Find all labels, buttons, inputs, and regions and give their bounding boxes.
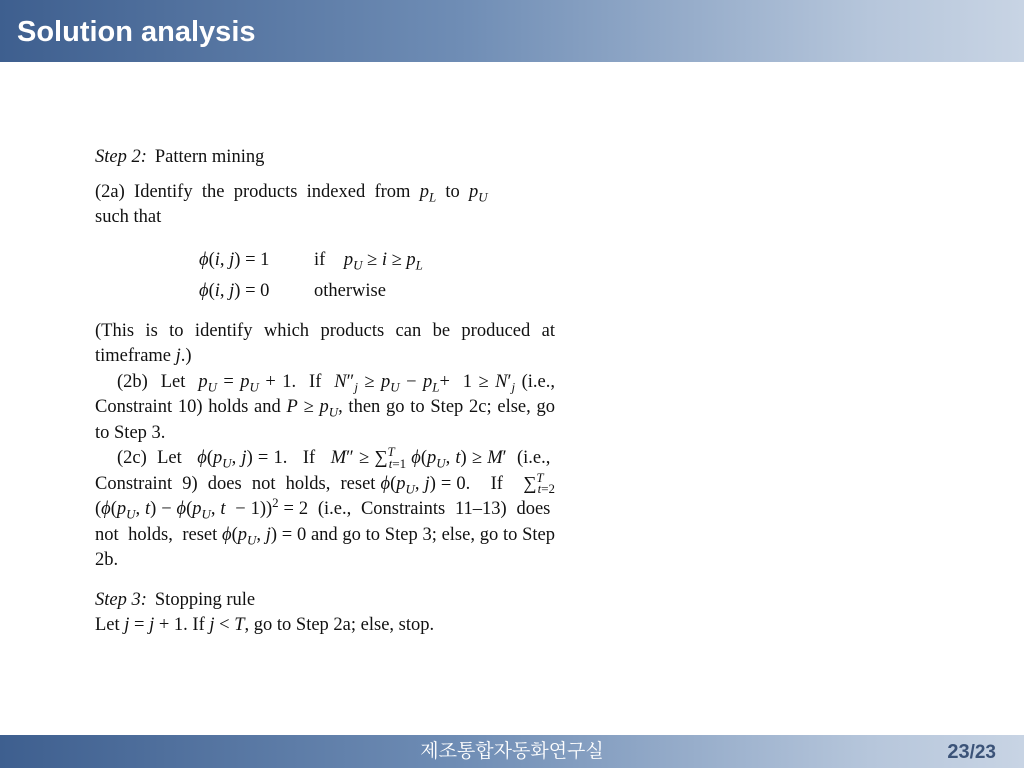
step2-title: Pattern mining bbox=[154, 147, 265, 167]
step3-label: Step 3: bbox=[95, 589, 147, 610]
title-bar bbox=[0, 0, 1024, 62]
page-number bbox=[947, 739, 996, 766]
equation-1: ϕ(i, j) = 1 if $p_U \ge i \ge p_L$ bbox=[199, 249, 423, 273]
slide-content bbox=[95, 145, 555, 639]
footer-org-text: 제조통합자동화연구실 bbox=[420, 740, 604, 762]
page-total: /23 bbox=[969, 742, 996, 763]
equation-2: ϕ(i, j) = 0 otherwise bbox=[199, 280, 386, 301]
step2-label: Step 2: bbox=[95, 147, 147, 167]
footer-bar bbox=[0, 735, 1024, 768]
step3-heading bbox=[95, 588, 555, 614]
slide-title: Solution analysis bbox=[17, 16, 256, 48]
step3-title: Stopping rule bbox=[154, 589, 256, 610]
para-2a: (2a) Identify the products indexed from $p_L$ to $p_U$ such that bbox=[95, 181, 488, 227]
para-step3: Let j = j + 1. If j < T, go to Step 2a; else, stop. bbox=[95, 615, 435, 635]
para-2b: (2b) Let $p_U = p_U + 1$. If $N''_j \ge p_U - p_L+ 1 \ge N'_j$ (i.e., Constraint 10) holds and $P \ge p_U$, then go to Step 2c; else, go to Step 3. bbox=[95, 371, 555, 443]
step2-heading bbox=[95, 145, 555, 171]
para-2c: (2c) Let $\phi(p_U$, j) = 1. If M″ ≥ ∑$^T_{t=1}$ $\phi(p_U$, t) ≥ M′ (i.e., Constraint 9) does not holds, reset $\phi(p_U$, j) = 0. If ∑$^T_{t=2}$ ($\phi(p_U$, $t) - \phi(p_U$, t − 1))$^2$ = 2 (i.e., Constraints 11–13) does not holds, reset $\phi(p_U$, j) = 0 and go to Step 3; else, go to Step 2b. bbox=[95, 443, 556, 570]
equation-block bbox=[199, 245, 555, 307]
para-note: (This is to identify which products can be produced at timeframe j.) bbox=[95, 320, 555, 366]
page-current: 23 bbox=[947, 741, 970, 763]
